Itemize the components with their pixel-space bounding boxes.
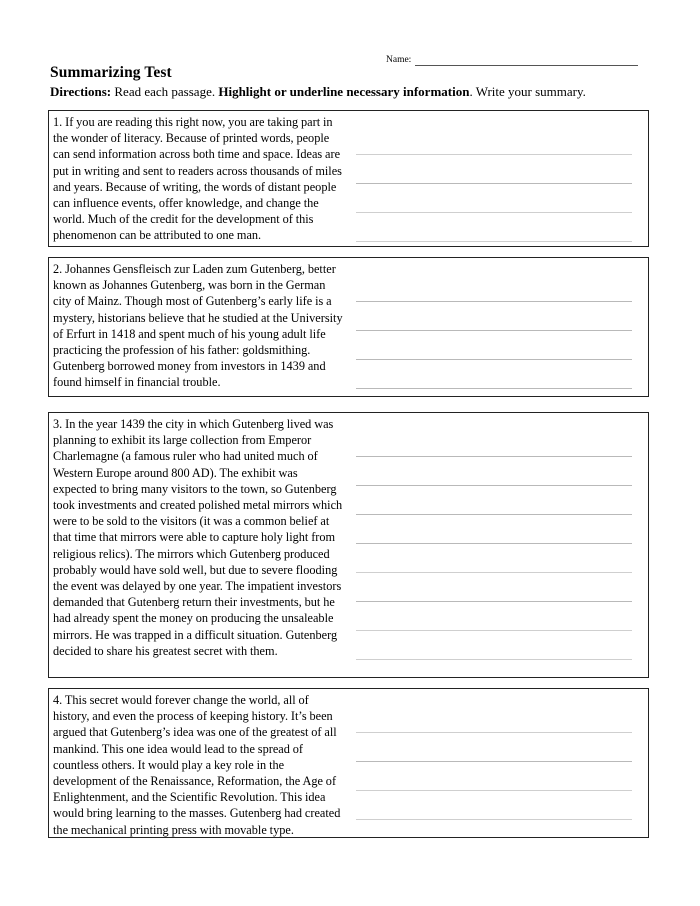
answer-line[interactable]	[356, 486, 632, 515]
answer-line[interactable]	[356, 762, 632, 791]
answer-line[interactable]	[356, 428, 632, 457]
answer-line[interactable]	[356, 602, 632, 631]
answer-line[interactable]	[356, 155, 632, 184]
directions-text	[50, 84, 586, 100]
answer-spacer	[356, 111, 632, 126]
answer-area-4[interactable]	[348, 689, 648, 837]
answer-line[interactable]	[356, 184, 632, 213]
passage-box-4	[48, 688, 649, 838]
answer-spacer	[356, 258, 632, 273]
directions-part-two: . Write your summary.	[469, 84, 586, 99]
answer-line[interactable]	[356, 213, 632, 242]
answer-line[interactable]	[356, 331, 632, 360]
answer-line[interactable]	[356, 631, 632, 660]
passage-box-1	[48, 110, 649, 247]
passage-text-2: 2. Johannes Gensfleisch zur Laden zum Gutenberg, better known as Johannes Gutenberg, was born in the German city of Mainz. Though most of Gutenberg’s early life is a mystery, historians believe that he studied at the University of Erfurt in 1418 and spent much of his young adult life practicing the profession of his father: goldsmithing. Gutenberg borrowed money from investors in 1439 and found himself in financial trouble.	[53, 262, 343, 390]
answer-line[interactable]	[356, 457, 632, 486]
answer-area-3[interactable]	[348, 413, 648, 677]
answer-line[interactable]	[356, 515, 632, 544]
answer-line[interactable]	[356, 126, 632, 155]
name-field-row	[386, 54, 638, 66]
answer-line[interactable]	[356, 360, 632, 389]
answer-line[interactable]	[356, 573, 632, 602]
answer-spacer	[356, 689, 632, 704]
answer-line[interactable]	[356, 544, 632, 573]
page-title: Summarizing Test	[50, 64, 172, 81]
passage-box-4-inner	[49, 689, 648, 837]
passage-box-2	[48, 257, 649, 397]
answer-line[interactable]	[356, 704, 632, 733]
answer-spacer	[356, 413, 632, 428]
passage-box-2-inner	[49, 258, 648, 396]
answer-line[interactable]	[356, 273, 632, 302]
answer-line[interactable]	[356, 733, 632, 762]
directions-emphasis: Highlight or underline necessary information	[218, 84, 470, 99]
passage-text-3: 3. In the year 1439 the city in which Gutenberg lived was planning to exhibit its large collection from Emperor Charlemagne (a famous ruler who had united much of Western Europe around 800 AD). The exhibit was expected to bring many visitors to the town, so Gutenberg took investments and created polished metal mirrors which were to be sold to the visitors (it was a common belief at that time that mirrors were able to capture holy light from religious relics). The mirrors which Gutenberg produced probably would have sold well, but due to severe flooding the event was delayed by one year. The impatient investors demanded that Gutenberg return their investments, but he had already spent the money on producing the unsaleable mirrors. He was trapped in a difficult situation. Gutenberg decided to share his greatest secret with them.	[53, 417, 343, 658]
directions-label: Directions:	[50, 84, 112, 99]
passage-text-1: 1. If you are reading this right now, you are taking part in the wonder of literacy. Because of printed words, people can send information across both time and space. Ideas are put in writing and sent to readers across thousands of miles and years. Because of writing, the words of distant people can influence events, offer knowledge, and change the world. Much of the credit for the development of this phenomenon can be attributed to one man.	[53, 115, 342, 243]
passage-box-3	[48, 412, 649, 678]
directions-part-one: Read each passage.	[111, 84, 219, 99]
answer-line[interactable]	[356, 791, 632, 820]
passage-text-4: 4. This secret would forever change the world, all of history, and even the process of keeping history. It’s been argued that Gutenberg’s idea was one of the greatest of all mankind. This one idea would lead to the spread of countless others. It would play a key role in the development of the Renaissance, Reformation, the Age of Enlightenment, and the Scientific Revolution. This idea would bring learning to the masses. Gutenberg had created the mechanical printing press with movable type.	[53, 693, 341, 837]
answer-area-2[interactable]	[348, 258, 648, 396]
passage-box-1-inner	[49, 111, 648, 246]
answer-line[interactable]	[356, 302, 632, 331]
name-label: Name:	[386, 55, 412, 65]
answer-area-1[interactable]	[348, 111, 648, 246]
passage-box-3-inner	[49, 413, 648, 677]
name-input-line[interactable]	[415, 55, 638, 66]
